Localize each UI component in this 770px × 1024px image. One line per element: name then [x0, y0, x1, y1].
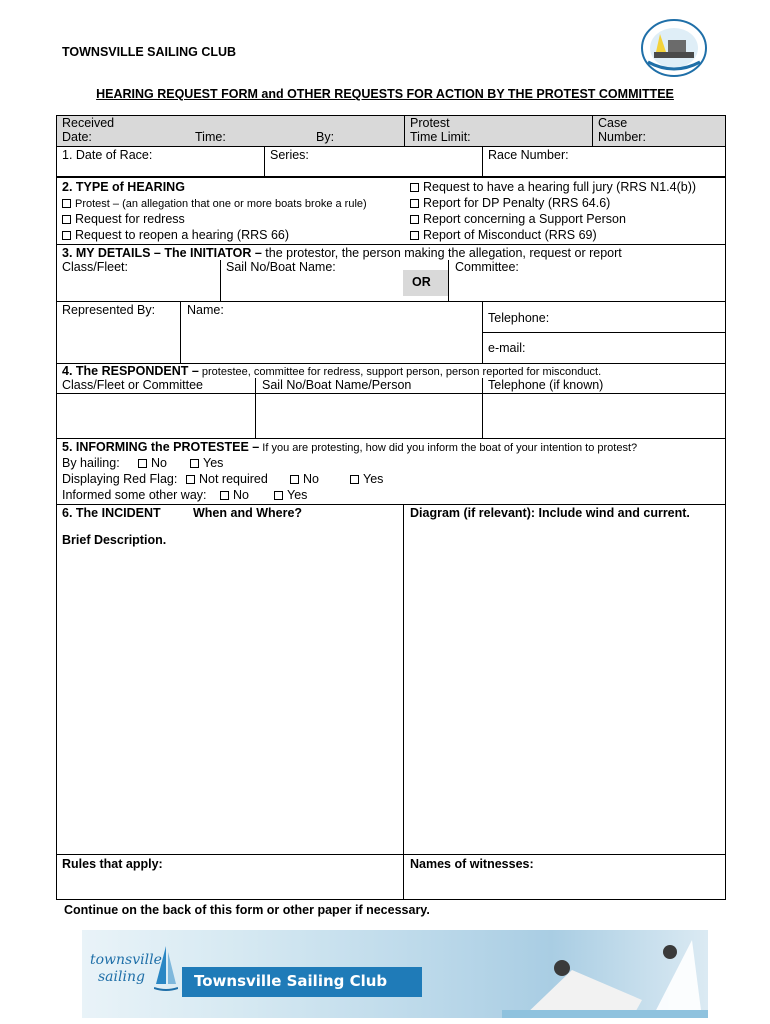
- by-hailing-label: By hailing:: [62, 456, 120, 470]
- incident-description-area[interactable]: [57, 550, 402, 853]
- checkbox-icon[interactable]: [290, 475, 299, 484]
- checkbox-icon[interactable]: [62, 199, 71, 208]
- other-way-yes[interactable]: Yes: [274, 488, 307, 503]
- continue-note: Continue on the back of this form or other paper if necessary.: [64, 903, 430, 917]
- checkbox-icon[interactable]: [220, 491, 229, 500]
- form-title: HEARING REQUEST FORM and OTHER REQUESTS FOR ACTION BY THE PROTEST COMMITTEE: [96, 87, 674, 101]
- protest-label: Protest: [410, 116, 450, 130]
- banner-title: Townsville Sailing Club: [194, 972, 388, 990]
- checkbox-icon[interactable]: [186, 475, 195, 484]
- option-dp-penalty[interactable]: Report for DP Penalty (RRS 64.6): [410, 196, 610, 211]
- checkbox-icon[interactable]: [350, 475, 359, 484]
- option-misconduct[interactable]: Report of Misconduct (RRS 69): [410, 228, 597, 243]
- incident-heading: 6. The INCIDENT: [62, 506, 161, 520]
- option-redress[interactable]: Request for redress: [62, 212, 185, 227]
- checkbox-icon[interactable]: [410, 231, 419, 240]
- sail-no-field[interactable]: Sail No/Boat Name:: [226, 260, 336, 274]
- respondent-heading: 4. The RESPONDENT – protestee, committee for redress, support person, person reported for misconduct.: [62, 364, 602, 378]
- option-protest[interactable]: Protest – (an allegation that one or more boats broke a rule): [62, 196, 367, 212]
- witnesses-label: Names of witnesses:: [410, 857, 534, 871]
- by-label: By:: [316, 130, 335, 144]
- brief-description-label: Brief Description.: [62, 533, 167, 547]
- option-full-jury[interactable]: Request to have a hearing full jury (RRS N1.4(b)): [410, 180, 696, 195]
- case-label: Case: [598, 116, 628, 130]
- flag-yes[interactable]: Yes: [350, 472, 383, 487]
- rules-label: Rules that apply:: [62, 857, 163, 871]
- race-number-field[interactable]: Race Number:: [488, 148, 569, 162]
- my-details-heading: 3. MY DETAILS – The INITIATOR – the protestor, the person making the allegation, request or report: [62, 246, 622, 260]
- red-flag-label: Displaying Red Flag:: [62, 472, 178, 486]
- footer-banner: [82, 930, 708, 1018]
- other-way-no[interactable]: No: [220, 488, 249, 503]
- respondent-class-input[interactable]: [57, 394, 254, 437]
- respondent-telephone-input[interactable]: [483, 394, 725, 437]
- checkbox-icon[interactable]: [62, 215, 71, 224]
- respondent-sail-input[interactable]: [256, 394, 481, 437]
- checkbox-icon[interactable]: [410, 199, 419, 208]
- sailing-photo-icon: [502, 930, 708, 1018]
- diagram-label: Diagram (if relevant): Include wind and current.: [410, 506, 690, 520]
- email-field[interactable]: e-mail:: [488, 341, 526, 355]
- flag-no[interactable]: No: [290, 472, 319, 487]
- club-name: TOWNSVILLE SAILING CLUB: [62, 45, 237, 59]
- committee-field[interactable]: Committee:: [455, 260, 519, 274]
- checkbox-icon[interactable]: [274, 491, 283, 500]
- type-of-hearing-heading: 2. TYPE of HEARING: [62, 180, 185, 194]
- footer-script-logo: townsville sailing: [90, 952, 162, 985]
- diagram-area[interactable]: [404, 523, 725, 853]
- class-fleet-field[interactable]: Class/Fleet:: [62, 260, 128, 274]
- or-label: OR: [412, 275, 431, 289]
- time-label: Time:: [195, 130, 226, 144]
- respondent-class-label: Class/Fleet or Committee: [62, 378, 204, 392]
- respondent-sail-label: Sail No/Boat Name/Person: [262, 378, 412, 392]
- checkbox-icon[interactable]: [410, 215, 419, 224]
- club-logo: [640, 18, 708, 78]
- received-label: Received: [62, 116, 115, 130]
- race-info-row: [56, 146, 726, 177]
- other-way-label: Informed some other way:: [62, 488, 207, 502]
- represented-by-field[interactable]: Represented By:: [62, 303, 156, 317]
- option-reopen[interactable]: Request to reopen a hearing (RRS 66): [62, 228, 289, 243]
- telephone-field[interactable]: Telephone:: [488, 311, 550, 325]
- checkbox-icon[interactable]: [62, 231, 71, 240]
- checkbox-icon[interactable]: [410, 183, 419, 192]
- case-number-label: Number:: [598, 130, 646, 144]
- respondent-telephone-label: Telephone (if known): [488, 378, 604, 392]
- checkbox-icon[interactable]: [138, 459, 147, 468]
- hailing-yes[interactable]: Yes: [190, 456, 223, 471]
- name-field[interactable]: Name:: [187, 303, 224, 317]
- checkbox-icon[interactable]: [190, 459, 199, 468]
- date-of-race-field[interactable]: 1. Date of Race:: [62, 148, 153, 162]
- option-support-person[interactable]: Report concerning a Support Person: [410, 212, 626, 227]
- when-where-label: When and Where?: [193, 506, 303, 520]
- flag-not-required[interactable]: Not required: [186, 472, 268, 487]
- series-field[interactable]: Series:: [270, 148, 309, 162]
- sailboat-icon: [154, 944, 178, 992]
- hailing-no[interactable]: No: [138, 456, 167, 471]
- informing-heading: 5. INFORMING the PROTESTEE – If you are protesting, how did you inform the boat of your intention to protest?: [62, 440, 638, 454]
- date-label: Date:: [62, 130, 92, 144]
- time-limit-label: Time Limit:: [410, 130, 471, 144]
